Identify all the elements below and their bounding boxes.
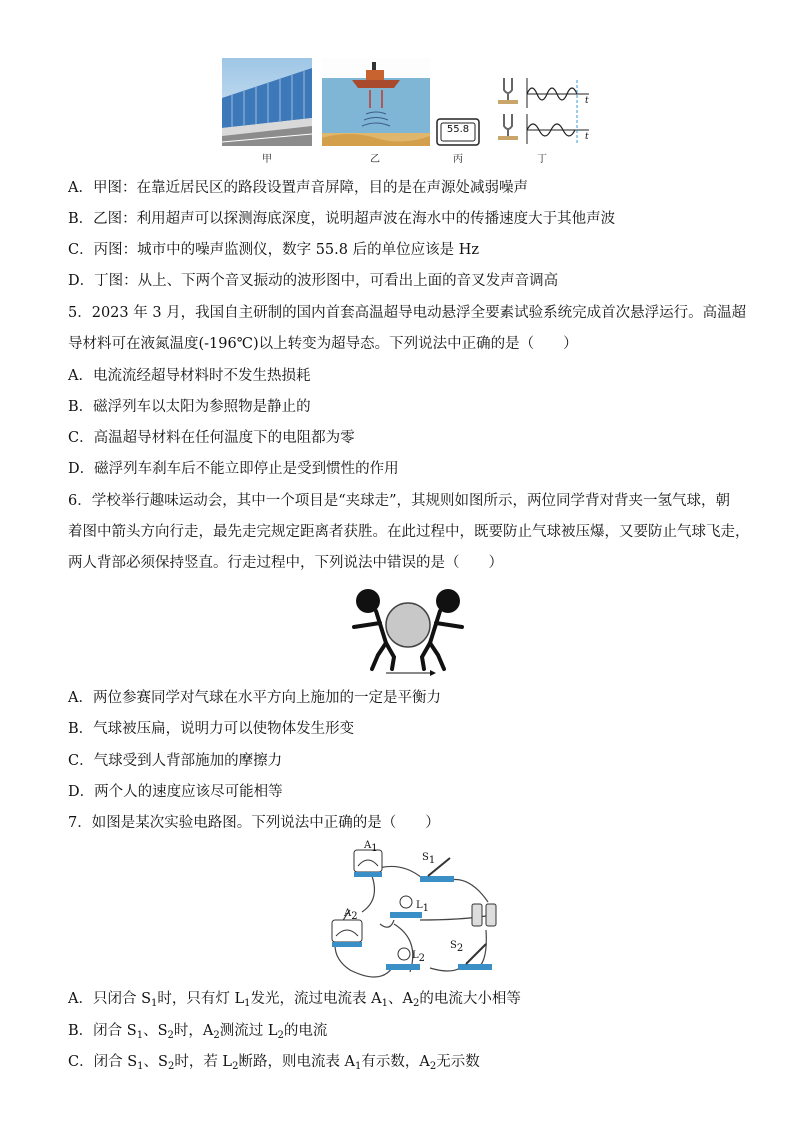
q4-option-b: B．乙图：利用超声可以探测海底深度，说明超声波在海水中的传播速度大于其他声波 [68,211,616,227]
noise-monitor-icon [436,118,480,146]
caption-bing: 丙 [453,154,463,165]
q6-stem-line3: 两人背部必须保持竖直。行走过程中，下列说法中错误的是（ ） [68,555,503,571]
axis-label-top: t [585,96,589,106]
label-s1: S1 [422,852,436,866]
q6-stem-line1: 6．学校举行趣味运动会，其中一个项目是“夹球走”，其规则如图所示，两位同学背对背夹一氢气球，朝 [68,493,731,509]
q4-option-d: D．丁图：从上、下两个音叉振动的波形图中，可看出上面的音叉发声音调高 [68,273,559,289]
q7-stem: 7．如图是某次实验电路图。下列说法中正确的是（ ） [68,815,440,831]
caption-jia: 甲 [262,154,272,165]
figure-jia [222,58,312,146]
figure-ding [495,74,593,146]
circuit-figure [310,840,520,985]
q4-option-c: C．丙图：城市中的噪声监测仪，数字 55.8 后的单位应该是 Hz [68,242,479,258]
label-s2: S2 [450,940,464,954]
q5-option-c: C．高温超导材料在任何温度下的电阻都为零 [68,430,355,446]
q6-option-d: D．两个人的速度应该尽可能相等 [68,784,283,800]
q5-option-b: B．磁浮列车以太阳为参照物是静止的 [68,399,311,415]
q7-option-b: B．闭合 $S_1$、$S_2$时，$A_2$测流过 $L_2$的电流 [68,1023,328,1041]
label-l2: L2 [412,950,426,964]
q5-option-a: A．电流流经超导材料时不发生热损耗 [68,368,311,384]
q7-option-c: C．闭合 $S_1$、$S_2$时，若 $L_2$断路，则电流表 $A_1$有示数，$A_2$无示数 [68,1054,480,1072]
label-l1: L1 [416,900,430,914]
q5-stem-line1: 5．2023 年 3 月，我国自主研制的国内首套高温超导电动悬浮全要素试验系统完成首次悬浮运行。高温超 [68,305,747,321]
q4-option-a: A．甲图：在靠近居民区的路段设置声音屏障，目的是在声源处减弱噪声 [68,180,528,196]
q7-option-a: A．只闭合 $S_1$时，只有灯 $L_1$发光，流过电流表 $A_1$、$A_2$的电流大小相等 [68,991,521,1009]
label-a1: A1 [364,840,378,854]
q5-stem-line2: 导材料可在液氮温度(-196℃)以上转变为超导态。下列说法中正确的是（ ） [68,336,578,352]
q5-option-d: D．磁浮列车刹车后不能立即停止是受到惯性的作用 [68,461,399,477]
q6-option-a: A．两位参赛同学对气球在水平方向上施加的一定是平衡力 [68,690,441,706]
axis-label-bottom: t [585,132,589,142]
q6-option-b: B．气球被压扁，说明力可以使物体发生形变 [68,721,355,737]
caption-yi: 乙 [370,154,380,165]
caption-ding: 丁 [537,154,547,165]
label-a2: A2 [344,908,358,922]
figure-yi [322,58,430,146]
monitor-value: 55.8 [446,124,470,135]
q6-option-c: C．气球受到人背部施加的摩擦力 [68,753,283,769]
balloon-walk-figure [350,585,466,677]
q6-stem-line2: 着图中箭头方向行走，最先走完规定距离者获胜。在此过程中，既要防止气球被压爆，又要防止气球飞走， [68,524,750,540]
